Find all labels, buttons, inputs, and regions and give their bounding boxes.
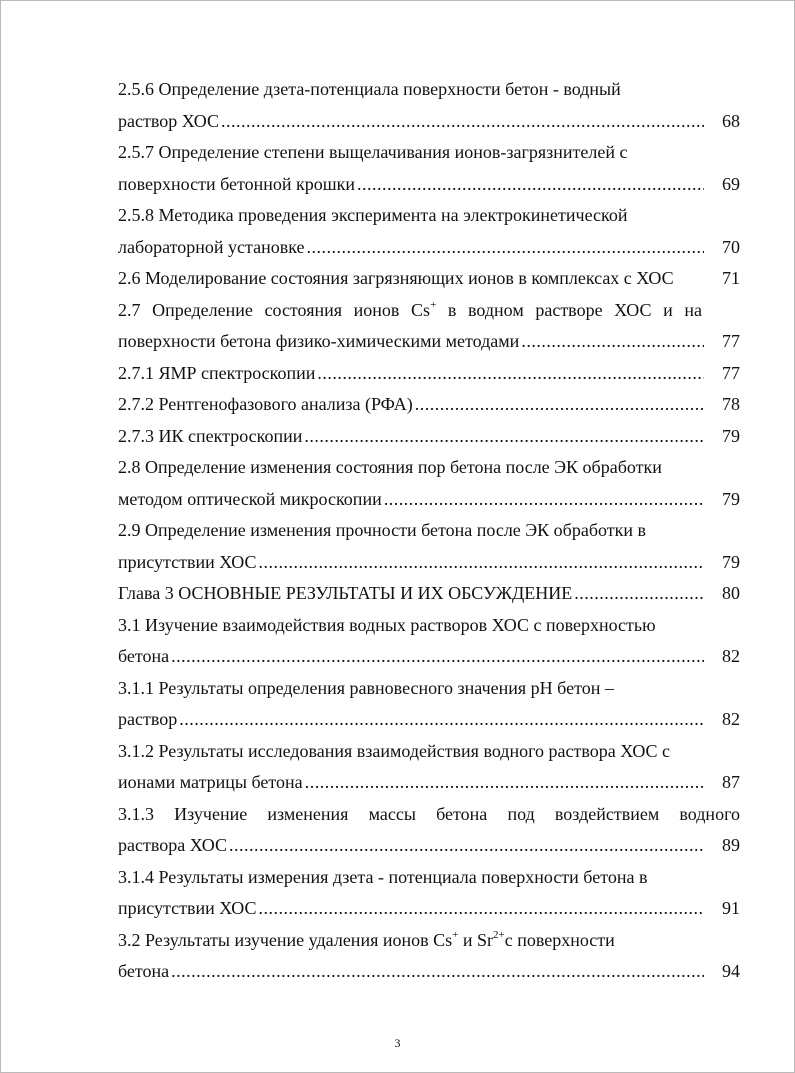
toc-entry-title-cont: раствора ХОС	[118, 835, 228, 855]
dot-leader	[221, 106, 704, 138]
toc-entry-title-cont: лабораторной установке	[118, 236, 305, 257]
toc-entry-title-cont: методом оптической микроскопии	[118, 488, 382, 509]
dot-leader	[305, 767, 704, 799]
toc-page-number: 82	[722, 646, 740, 666]
dot-leader	[307, 232, 704, 264]
dot-leader	[259, 547, 704, 579]
toc-entry-3-1-3[interactable]	[118, 799, 740, 862]
toc-entry-title: 2.7.2 Рентгенофазового анализа (РФА)	[118, 394, 413, 414]
toc-entry-2-5-8[interactable]	[118, 200, 740, 263]
toc-page-number: 70	[722, 236, 740, 257]
toc-entry-3-2[interactable]	[118, 925, 740, 988]
toc-entry-title: 2.5.8 Методика проведения эксперимента на электрокинетической	[118, 205, 628, 225]
toc-entry-title: 3.1.1 Результаты определения равновесного значения рН бетон –	[118, 677, 614, 698]
toc-entry-title: 3.2 Результаты изучение удаления ионов Cs+ и $Sr^{2+}с$ поверхности	[118, 928, 615, 950]
toc-entry-title: 2.5.6 Определение дзета-потенциала поверхности бетон - водный	[118, 79, 621, 99]
toc-entry-title: 2.9 Определение изменения прочности бетона после ЭК обработки в	[118, 520, 646, 540]
toc-entry-3-1-4[interactable]	[118, 862, 740, 925]
toc-page-number: 87	[722, 772, 740, 792]
toc-entry-2-7-1[interactable]	[118, 358, 740, 390]
toc-entry-title: 2.7.1 ЯМР спектроскопии	[118, 362, 316, 383]
toc-entry-title-cont: поверхности бетонной крошки	[118, 173, 356, 194]
toc-page-number: 79	[722, 425, 740, 446]
toc-entry-title: 3.1.3 Изучение изменения массы бетона под воздействием водного	[118, 803, 740, 824]
toc-entry-title: 2.5.7 Определение степени выщелачивания ионов-загрязнителей с	[118, 142, 628, 162]
toc-entry-chapter-3[interactable]	[118, 578, 740, 610]
toc-entry-title-cont: бетона	[118, 646, 170, 666]
toc-entry-2-6[interactable]	[118, 263, 740, 295]
toc-entry-title-cont: поверхности бетона физико-химическими методами	[118, 331, 520, 351]
toc-page-number: 71	[722, 268, 740, 288]
dot-leader	[521, 326, 704, 358]
toc-entry-title: 3.1.4 Результаты измерения дзета - потенциала поверхности бетона в	[118, 866, 648, 887]
toc-entry-title: Глава 3 ОСНОВНЫЕ РЕЗУЛЬТАТЫ И ИХ ОБСУЖДЕНИЕ	[118, 583, 573, 603]
toc-entry-title-cont: раствор ХОС	[118, 110, 220, 131]
page-number-footer: 3	[394, 1036, 401, 1050]
toc-entry-title-cont: бетона	[118, 961, 170, 981]
toc-entry-title: 2.8 Определение изменения состояния пор бетона после ЭК обработки	[118, 457, 662, 477]
toc-page-number: 82	[722, 709, 740, 729]
toc-entry-2-5-7[interactable]	[118, 137, 740, 200]
toc-page-number: 78	[722, 394, 740, 414]
toc-entry-title-cont: присутствии ХОС	[118, 551, 257, 572]
toc-page-number: 77	[722, 362, 740, 383]
dot-leader	[171, 956, 704, 988]
dot-leader	[259, 893, 704, 925]
toc-entry-2-7-2[interactable]	[118, 389, 740, 421]
toc-entry-title: 3.1.2 Результаты исследования взаимодействия водного раствора ХОС с	[118, 740, 671, 761]
dot-leader	[415, 389, 704, 421]
toc-entry-3-1-1[interactable]	[118, 673, 740, 736]
toc-entry-title: 2.7.3 ИК спектроскопии	[118, 425, 303, 446]
toc-entry-title: 3.1 Изучение взаимодействия водных растворов ХОС с поверхностью	[118, 614, 656, 635]
toc-entry-2-9[interactable]	[118, 515, 740, 578]
dot-leader	[317, 358, 704, 390]
dot-leader	[179, 704, 704, 736]
toc-entry-2-7-3[interactable]	[118, 421, 740, 453]
toc-entry-title-cont: раствор	[118, 709, 178, 729]
table-of-contents	[118, 74, 740, 988]
toc-page-number: 79	[722, 488, 740, 509]
toc-entry-2-5-6[interactable]	[118, 74, 740, 137]
toc-page-number: 91	[722, 898, 740, 918]
dot-leader	[229, 830, 704, 862]
toc-page-number: 89	[722, 835, 740, 855]
toc-page-number: 68	[722, 110, 740, 131]
dot-leader	[574, 578, 704, 610]
toc-entry-3-1-2[interactable]	[118, 736, 740, 799]
dot-leader	[171, 641, 704, 673]
toc-entry-title-cont: ионами матрицы бетона	[118, 772, 303, 792]
toc-entry-3-1[interactable]	[118, 610, 740, 673]
toc-entry-title-cont: присутствии ХОС	[118, 898, 257, 918]
toc-page-number: 94	[722, 961, 740, 981]
toc-entry-title: 2.6 Моделирование состояния загрязняющих ионов в комплексах с ХОС	[118, 268, 674, 288]
dot-leader	[304, 421, 704, 453]
toc-page-number: 77	[722, 331, 740, 351]
toc-page-number: 79	[722, 551, 740, 572]
toc-entry-2-7[interactable]	[118, 295, 740, 358]
toc-page-number: 80	[722, 583, 740, 603]
dot-leader	[357, 169, 704, 201]
toc-entry-title: 2.7 Определение состояния ионов Cs+ в водном растворе ХОС и на	[118, 298, 702, 320]
dot-leader	[384, 484, 704, 516]
toc-page-number: 69	[722, 173, 740, 194]
toc-entry-2-8[interactable]	[118, 452, 740, 515]
